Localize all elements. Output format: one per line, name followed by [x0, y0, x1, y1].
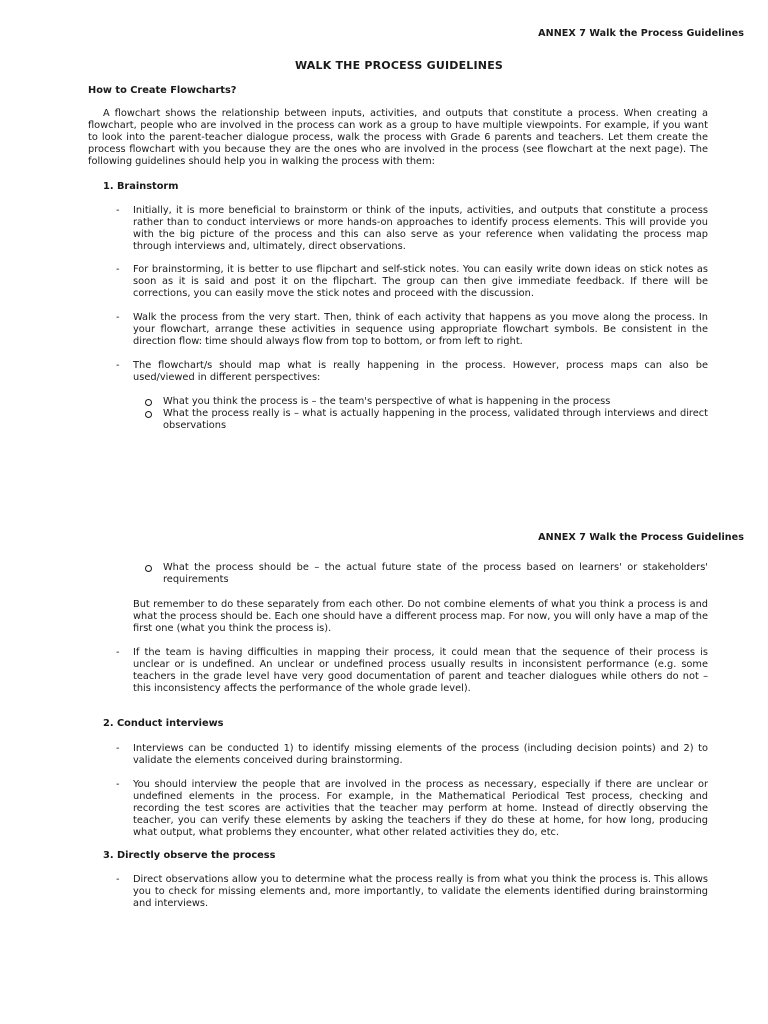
annex-header: ANNEX 7 Walk the Process Guidelines — [538, 28, 744, 39]
perspective-item — [145, 562, 708, 586]
dash-bullet: - — [116, 360, 120, 371]
perspective-text: What the process should be – the actual future state of the process based on learners' or stakeholders' requirements — [163, 562, 708, 586]
brainstorm-item — [116, 205, 708, 253]
section-heading-observe: 3. Directly observe the process — [103, 850, 276, 861]
intro-paragraph: A flowchart shows the relationship between inputs, activities, and outputs that constitute a process. When creating a flowchart, people who are involved in the process can work as a group to have multiple viewpoints. For example, if you want to look into the parent-teacher dialogue process, walk the process with Grade 6 parents and teachers. Let them create the process flowchart with you because they are the ones who are involved in the process (see flowchart at the next page). The following guidelines should help you in walking the process with them: — [88, 108, 708, 168]
document-page-2 — [0, 510, 768, 1024]
document-title: WALK THE PROCESS GUIDELINES — [294, 59, 504, 72]
perspective-item — [145, 408, 708, 432]
interviews-item-text: Interviews can be conducted 1) to identify missing elements of the process (including decision points) and 2) to validate the elements conceived during brainstorming. — [133, 743, 708, 767]
dash-bullet: - — [116, 264, 120, 275]
circle-bullet-icon — [145, 399, 152, 406]
circle-bullet-icon — [145, 565, 152, 572]
perspective-text: What you think the process is – the team's perspective of what is happening in the process — [163, 396, 611, 407]
section-heading-interviews: 2. Conduct interviews — [103, 718, 224, 729]
brainstorm-item — [116, 647, 708, 695]
perspective-text: What the process really is – what is actually happening in the process, validated through interviews and direct observations — [163, 408, 708, 432]
dash-bullet: - — [116, 743, 120, 754]
brainstorm-item — [116, 264, 708, 300]
annex-header: ANNEX 7 Walk the Process Guidelines — [538, 532, 744, 543]
brainstorm-item — [116, 360, 708, 384]
dash-bullet: - — [116, 647, 120, 658]
perspective-item — [145, 396, 708, 408]
dash-bullet: - — [116, 779, 120, 790]
dash-bullet: - — [116, 874, 120, 885]
brainstorm-item — [116, 312, 708, 348]
brainstorm-item-text: The flowchart/s should map what is really happening in the process. However, process maps can also be used/viewed in different perspectives: — [133, 360, 708, 384]
document-page-1 — [0, 0, 768, 510]
observe-item — [116, 874, 708, 910]
interviews-item — [116, 779, 708, 839]
interviews-item — [116, 743, 708, 767]
brainstorm-item-text: Walk the process from the very start. Then, think of each activity that happens as you move along the process. In your flowchart, arrange these activities in sequence using appropriate flowchart symbols. Be consistent in the direction flow: time should always flow from top to bottom, or from left to right. — [133, 312, 708, 348]
circle-bullet-icon — [145, 411, 152, 418]
subheading: How to Create Flowcharts? — [88, 85, 237, 96]
brainstorm-item-text: For brainstorming, it is better to use flipchart and self-stick notes. You can easily write down ideas on stick notes as soon as it is said and post it on the flipchart. The group can then give immediate feedback. If there will be corrections, you can easily move the stick notes and proceed with the discussion. — [133, 264, 708, 300]
section-heading-brainstorm: 1. Brainstorm — [103, 181, 179, 192]
interviews-item-text: You should interview the people that are involved in the process as necessary, especially if there are unclear or undefined elements in the process. For example, in the Mathematical Periodical Test process, checking and recording the test scores are activities that the teacher may perform at home. Instead of directly observing the teacher, you can verify these elements by asking the teachers if they do these at home, for how long, producing what output, what problems they encounter, what other related activities they do, etc. — [133, 779, 708, 839]
observe-item-text: Direct observations allow you to determine what the process really is from what you think the process is. This allows you to check for missing elements and, more importantly, to validate the elements identified during brainstorming and interviews. — [133, 874, 708, 910]
brainstorm-item-text: If the team is having difficulties in mapping their process, it could mean that the sequence of their process is unclear or is undefined. An unclear or undefined process usually results in inconsistent performance (e.g. some teachers in the grade level have very good documentation of parent and teacher dialogues while others do not – this inconsistency affects the performance of the whole grade level). — [133, 647, 708, 695]
dash-bullet: - — [116, 312, 120, 323]
brainstorm-item-text: Initially, it is more beneficial to brainstorm or think of the inputs, activities, and outputs that constitute a process rather than to conduct interviews or more hands-on approaches to identify process elements. This will provide you with the big picture of the process and this can also serve as your reference when validating the process map through interviews and, ultimately, direct observations. — [133, 205, 708, 253]
dash-bullet: - — [116, 205, 120, 216]
perspective-note: But remember to do these separately from each other. Do not combine elements of what you think a process is and what the process should be. Each one should have a different process map. For now, you will only have a map of the first one (what you think the process is). — [133, 599, 708, 635]
